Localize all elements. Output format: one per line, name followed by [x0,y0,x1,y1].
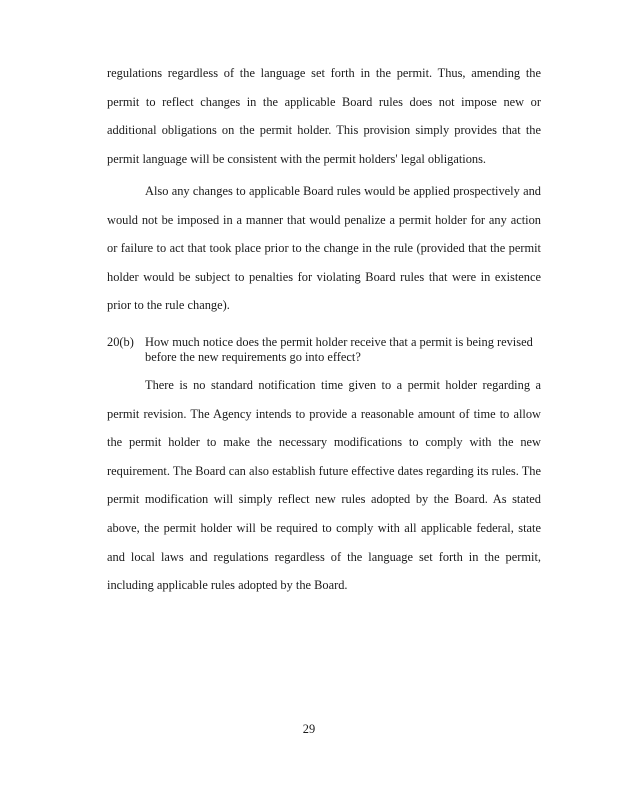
question-text: How much notice does the permit holder receive that a permit is being revised before the new requirements go into effect? [145,335,533,364]
question-20b [107,335,541,365]
paragraph-answer: There is no standard notification time given to a permit holder regarding a permit revision. The Agency intends to provide a reasonable amount of time to allow the permit holder to make the necessary modifications to comply with the new requirement. The Board can also establish future effective dates regarding its rules. The permit modification will simply reflect new rules adopted by the Board. As stated above, the permit holder will be required to comply with all applicable federal, state and local laws and regulations regardless of the language set forth in the permit, including applicable rules adopted by the Board. [107,378,541,593]
paragraph-continuation: regulations regardless of the language set forth in the permit. Thus, amending the permit to reflect changes in the applicable Board rules does not impose new or additional obligations on the permit holder. This provision simply provides that the permit language will be consistent with the permit holders' legal obligations. [107,66,541,166]
question-number: 20(b) [107,335,134,349]
paragraph-prospective-application: Also any changes to applicable Board rules would be applied prospectively and would not be imposed in a manner that would penalize a permit holder for any action or failure to act that took place prior to the change in the rule (provided that the permit holder would be subject to penalties for violating Board rules that were in existence prior to the rule change). [107,184,541,313]
page-number: 29 [302,722,316,736]
